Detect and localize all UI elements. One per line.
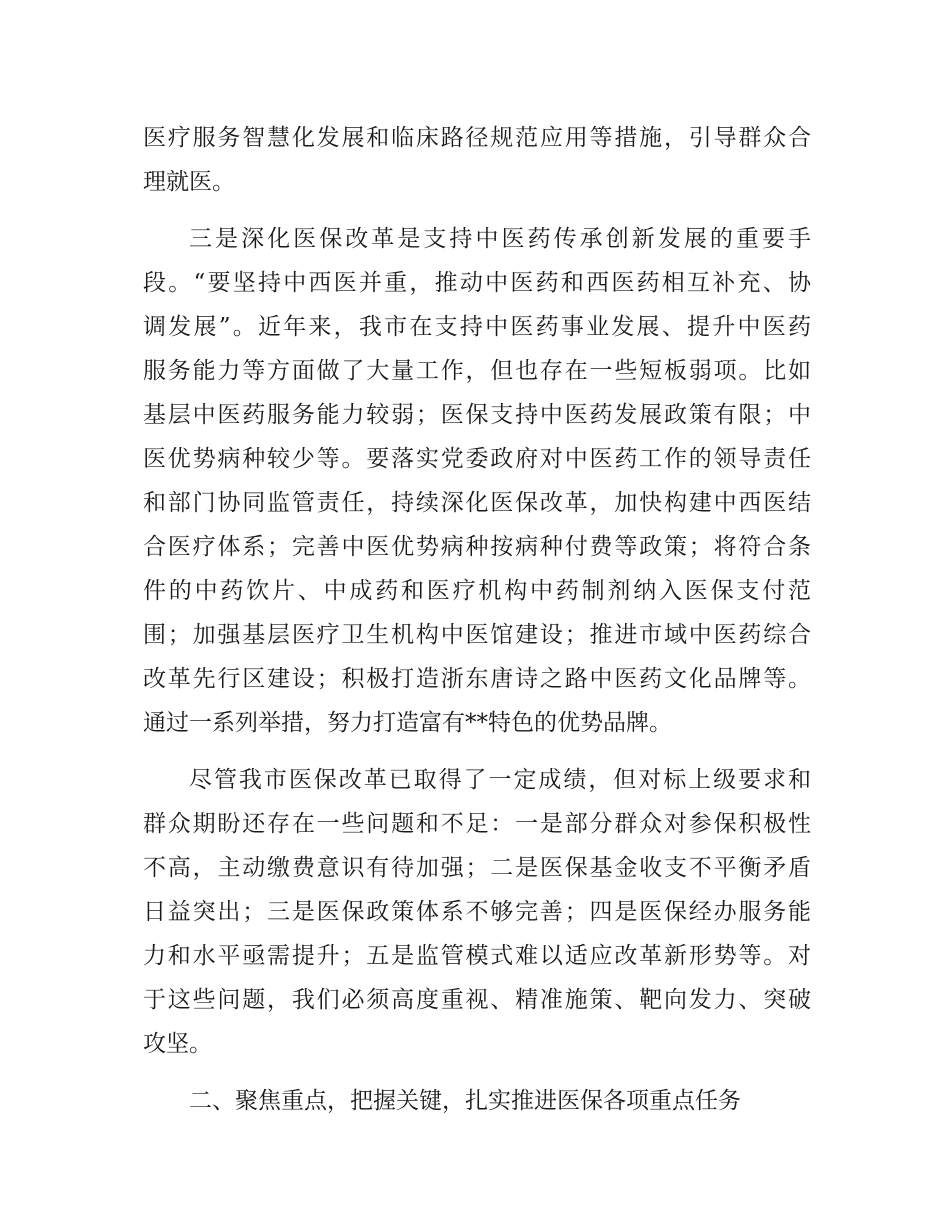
document-body xyxy=(143,116,811,1136)
text-line: 合医疗体系；完善中医优势病种按病种付费等政策；将符合条 xyxy=(143,534,811,560)
text-line: 医优势病种较少等。要落实党委政府对中医药工作的领导责任 xyxy=(143,446,811,472)
text-line: 力和水平亟需提升；五是监管模式难以适应改革新形势等。对 xyxy=(143,943,811,969)
paragraph-point-three xyxy=(143,217,811,745)
text-line: 理就医。 xyxy=(143,169,235,195)
text-line: 不高，主动缴费意识有待加强；二是医保基金收支不平衡矛盾 xyxy=(143,855,811,881)
text-line: 基层中医药服务能力较弱；医保支持中医药发展政策有限；中 xyxy=(143,402,811,428)
text-line: 围；加强基层医疗卫生机构中医馆建设；推进市域中医药综合 xyxy=(143,622,811,648)
text-line: 段。“要坚持中西医并重，推动中医药和西医药相互补充、协 xyxy=(143,270,811,296)
heading-text: 二、聚焦重点，把握关键，扎实推进医保各项重点任务 xyxy=(189,1088,741,1114)
text-line: 件的中药饮片、中成药和医疗机构中药制剂纳入医保支付范 xyxy=(143,578,811,604)
text-line: 攻坚。 xyxy=(143,1031,212,1057)
text-line: 通过一系列举措，努力打造富有**特色的优势品牌。 xyxy=(143,710,672,736)
text-line: 群众期盼还存在一些问题和不足：一是部分群众对参保积极性 xyxy=(143,811,811,837)
text-line: 尽管我市医保改革已取得了一定成绩，但对标上级要求和 xyxy=(189,767,811,793)
section-heading xyxy=(143,1079,811,1123)
text-line: 服务能力等方面做了大量工作，但也存在一些短板弱项。比如 xyxy=(143,358,811,384)
text-line: 和部门协同监管责任，持续深化医保改革，加快构建中西医结 xyxy=(143,490,811,516)
text-line: 三是深化医保改革是支持中医药传承创新发展的重要手 xyxy=(189,226,811,252)
text-line: 医疗服务智慧化发展和临床路径规范应用等措施，引导群众合 xyxy=(143,125,811,151)
text-line: 于这些问题，我们必须高度重视、精准施策、靶向发力、突破 xyxy=(143,987,811,1013)
paragraph-continuation xyxy=(143,116,811,204)
text-line: 日益突出；三是医保政策体系不够完善；四是医保经办服务能 xyxy=(143,899,811,925)
paragraph-problems xyxy=(143,758,811,1066)
text-line: 调发展”。近年来，我市在支持中医药事业发展、提升中医药 xyxy=(143,314,811,340)
text-line: 改革先行区建设；积极打造浙东唐诗之路中医药文化品牌等。 xyxy=(143,666,811,692)
